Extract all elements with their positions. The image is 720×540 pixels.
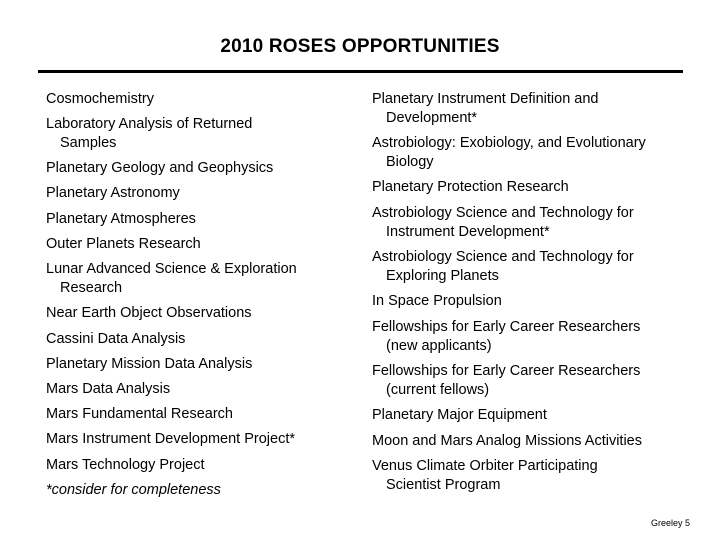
title-divider bbox=[38, 70, 683, 73]
list-item: In Space Propulsion bbox=[372, 293, 502, 309]
list-item: Mars Technology Project bbox=[46, 457, 205, 473]
list-item: Astrobiology Science and Technology for Instrument Development* bbox=[372, 205, 634, 240]
list-item: Mars Fundamental Research bbox=[46, 406, 233, 422]
slide-title: 2010 ROSES OPPORTUNITIES bbox=[220, 36, 500, 57]
list-item: Planetary Instrument Definition and Development* bbox=[372, 91, 599, 126]
list-item: Fellowships for Early Career Researchers (new applicants) bbox=[372, 319, 641, 354]
list-item: Planetary Atmospheres bbox=[46, 211, 196, 227]
list-item: Lunar Advanced Science & Exploration Research bbox=[46, 261, 297, 296]
list-item: Astrobiology: Exobiology, and Evolutionary Biology bbox=[372, 135, 646, 170]
footnote: *consider for completeness bbox=[46, 482, 221, 498]
list-item: Venus Climate Orbiter Participating Scientist Program bbox=[372, 458, 598, 493]
list-item: Planetary Astronomy bbox=[46, 185, 180, 201]
list-item: Astrobiology Science and Technology for Exploring Planets bbox=[372, 249, 634, 284]
list-item: Fellowships for Early Career Researchers (current fellows) bbox=[372, 363, 641, 398]
list-item: Cosmochemistry bbox=[46, 91, 154, 107]
list-item: Laboratory Analysis of Returned Samples bbox=[46, 116, 253, 151]
list-item: Planetary Geology and Geophysics bbox=[46, 160, 274, 176]
list-item: Cassini Data Analysis bbox=[46, 331, 186, 347]
slide-footer: Greeley 5 bbox=[650, 518, 690, 528]
list-item: Moon and Mars Analog Missions Activities bbox=[372, 433, 642, 449]
list-item: Planetary Major Equipment bbox=[372, 407, 547, 423]
list-item: Mars Instrument Development Project* bbox=[46, 431, 296, 447]
list-item: Outer Planets Research bbox=[46, 236, 201, 252]
list-item: Planetary Mission Data Analysis bbox=[46, 356, 253, 372]
list-item: Mars Data Analysis bbox=[46, 381, 171, 397]
list-item: Near Earth Object Observations bbox=[46, 305, 252, 321]
list-item: Planetary Protection Research bbox=[372, 179, 569, 195]
